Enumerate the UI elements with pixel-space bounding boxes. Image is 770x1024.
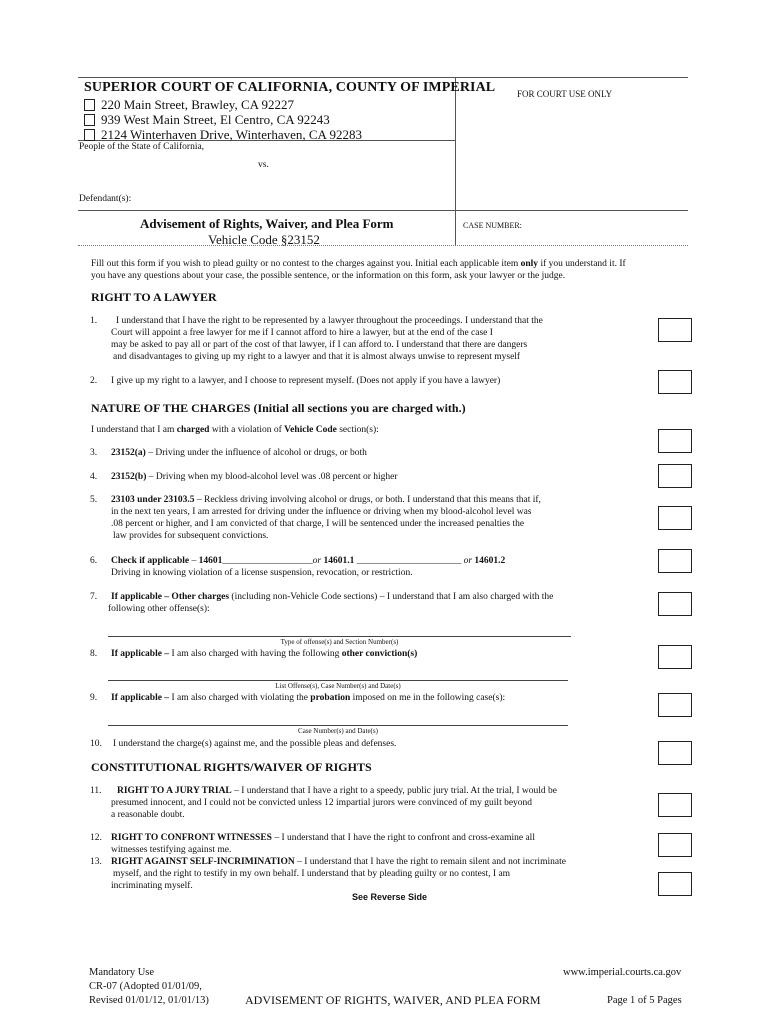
item-11-text: RIGHT TO A JURY TRIAL – I understand that I have a right to a speedy, public jury trial. At the trial, I would be — [117, 786, 557, 796]
court-title: SUPERIOR COURT OF CALIFORNIA, COUNTY OF IMPERIAL — [84, 80, 496, 95]
other-offenses-caption: Type of offense(s) and Section Number(s) — [280, 638, 399, 646]
footer-form-title: ADVISEMENT OF RIGHTS, WAIVER, AND PLEA FORM — [245, 993, 541, 1007]
initial-box-item-2[interactable] — [658, 370, 692, 394]
initial-box-item-6[interactable] — [658, 549, 692, 573]
vs-label: vs. — [258, 160, 269, 170]
case-number-label: CASE NUMBER: — [463, 221, 522, 230]
location-winterhaven-label: 2124 Winterhaven Drive, Winterhaven, CA 92283 — [101, 127, 362, 142]
header-divider-vertical — [455, 77, 456, 245]
item-8-number: 8. — [90, 649, 98, 659]
initial-box-item-10[interactable] — [658, 741, 692, 765]
item-5-text: in the next ten years, I am arrested for driving under the influence or driving when my blood-alcohol level was — [111, 507, 532, 517]
title-divider — [78, 210, 688, 211]
intro-line-2: you have any questions about your case, the possible sentence, or the information on this form, ask your lawyer or the judge. — [91, 271, 566, 281]
item-10-number: 10. — [90, 739, 102, 749]
item-6-text: Driving in knowing violation of a license suspension, revocation, or restriction. — [111, 568, 413, 578]
location-el-centro — [84, 112, 330, 128]
item-8-text: If applicable – I am also charged with having the following other conviction(s) — [111, 649, 418, 659]
item-4-number: 4. — [90, 472, 98, 482]
initial-box-item-1[interactable] — [658, 318, 692, 342]
form-title: Advisement of Rights, Waiver, and Plea Form — [140, 216, 394, 231]
section-constitutional-rights: CONSTITUTIONAL RIGHTS/WAIVER OF RIGHTS — [91, 760, 372, 774]
header-bottom-border — [78, 245, 688, 246]
item-13-text: incriminating myself. — [111, 881, 193, 891]
initial-box-item-11[interactable] — [658, 793, 692, 817]
section-right-to-lawyer: RIGHT TO A LAWYER — [91, 290, 217, 304]
item-7-text: following other offense(s): — [108, 604, 210, 614]
item-13-text: RIGHT AGAINST SELF-INCRIMINATION – I understand that I have the right to remain silent and not incriminate — [111, 857, 566, 867]
form-subtitle: Vehicle Code §23152 — [208, 232, 320, 247]
initial-box-item-8[interactable] — [658, 645, 692, 669]
location-brawley — [84, 97, 294, 113]
item-5-text: 23103 under 23103.5 – Reckless driving involving alcohol or drugs, or both. I understand that this means that if, — [111, 495, 541, 505]
initial-box-item-9[interactable] — [658, 693, 692, 717]
item-11-text: presumed innocent, and I could not be convicted unless 12 impartial jurors were convinced of my guilt beyond — [111, 798, 533, 808]
court-use-label: FOR COURT USE ONLY — [517, 89, 613, 99]
defendant-label: Defendant(s): — [79, 194, 132, 204]
item-7-number: 7. — [90, 592, 98, 602]
people-label: People of the State of California, — [79, 142, 205, 152]
item-10-text: I understand the charge(s) against me, and the possible pleas and defenses. — [113, 739, 397, 749]
item-9-text: If applicable – I am also charged with violating the probation imposed on me in the following case(s): — [111, 693, 506, 703]
item-13-text: myself, and the right to testify in my own behalf. I understand that by pleading guilty or no contest, I am — [113, 869, 511, 879]
location-el-centro-checkbox[interactable] — [84, 114, 95, 126]
item-7-text: If applicable – Other charges (including non-Vehicle Code sections) – I understand that I am also charged with the — [111, 592, 554, 602]
location-el-centro-label: 939 West Main Street, El Centro, CA 92243 — [101, 112, 330, 127]
item-4-text: 23152(b) – Driving when my blood-alcohol level was .08 percent or higher — [111, 472, 398, 482]
location-brawley-checkbox[interactable] — [84, 99, 95, 111]
item-6-text: Check if applicable – 14601___________________or 14601.1 ______________________ or 14601.2 — [111, 556, 506, 566]
item-12-number: 12. — [90, 833, 102, 843]
item-1-number: 1. — [90, 316, 98, 326]
item-12-text: RIGHT TO CONFRONT WITNESSES – I understand that I have the right to confront and cross-examine all — [111, 833, 535, 843]
item-11-text: a reasonable doubt. — [111, 810, 185, 820]
item-5-number: 5. — [90, 495, 98, 505]
other-convictions-caption: List Offense(s), Case Number(s) and Date(s) — [275, 682, 401, 690]
item-11-number: 11. — [90, 786, 102, 796]
other-convictions-line[interactable] — [108, 680, 568, 681]
location-winterhaven — [84, 127, 362, 143]
location-winterhaven-checkbox[interactable] — [84, 129, 95, 141]
footer-url[interactable]: www.imperial.courts.ca.gov — [563, 967, 682, 978]
initial-box-item-3[interactable] — [658, 429, 692, 453]
item-3-number: 3. — [90, 448, 98, 458]
item-13-number: 13. — [90, 857, 102, 867]
item-3-text: 23152(a) – Driving under the influence of alcohol or drugs, or both — [111, 448, 367, 458]
other-offenses-line[interactable] — [108, 636, 571, 637]
see-reverse-side: See Reverse Side — [352, 892, 428, 902]
header-top-border — [78, 77, 688, 78]
footer-mandatory: Mandatory Use — [89, 967, 155, 978]
initial-box-item-7[interactable] — [658, 592, 692, 616]
probation-case-caption: Case Number(s) and Date(s) — [298, 727, 378, 735]
initial-box-item-13[interactable] — [658, 872, 692, 896]
initial-box-item-4[interactable] — [658, 464, 692, 488]
item-1-text: may be asked to pay all or part of the cost of that lawyer, if I can afford to. I understand that there are dangers — [111, 340, 528, 350]
item-1-text: and disadvantages to giving up my right to a lawyer and that it is almost always unwise to represent myself — [113, 352, 521, 362]
footer-page-number: Page 1 of 5 Pages — [607, 995, 682, 1006]
footer-revised: Revised 01/01/12, 01/01/13) — [89, 995, 209, 1006]
item-9-number: 9. — [90, 693, 98, 703]
item-6-number: 6. — [90, 556, 98, 566]
item-5-text: law provides for subsequent convictions. — [113, 531, 269, 541]
item-1-text: Court will appoint a free lawyer for me if I cannot afford to hire a lawyer, but at the end of the case I — [111, 328, 493, 338]
intro-line-1: Fill out this form if you wish to plead guilty or no contest to the charges against you. Initial each applicable item only if you understand it. If — [91, 259, 626, 269]
item-5-text: .08 percent or higher, and I am convicted of that charge, I will be sentenced under the increased penalties the — [111, 519, 525, 529]
footer-adopted: CR-07 (Adopted 01/01/09, — [89, 981, 202, 992]
section-nature-of-charges: NATURE OF THE CHARGES (Initial all sections you are charged with.) — [91, 401, 466, 415]
item-2-number: 2. — [90, 376, 98, 386]
item-12-text: witnesses testifying against me. — [111, 845, 232, 855]
probation-case-line[interactable] — [108, 725, 568, 726]
initial-box-item-12[interactable] — [658, 833, 692, 857]
item-2-text: I give up my right to a lawyer, and I choose to represent myself. (Does not apply if you have a lawyer) — [111, 376, 501, 386]
location-brawley-label: 220 Main Street, Brawley, CA 92227 — [101, 97, 295, 112]
initial-box-item-5[interactable] — [658, 506, 692, 530]
charged-statement: I understand that I am charged with a violation of Vehicle Code section(s): — [91, 425, 379, 435]
item-1-text: I understand that I have the right to be represented by a lawyer throughout the proceedings. I understand that the — [116, 316, 543, 326]
